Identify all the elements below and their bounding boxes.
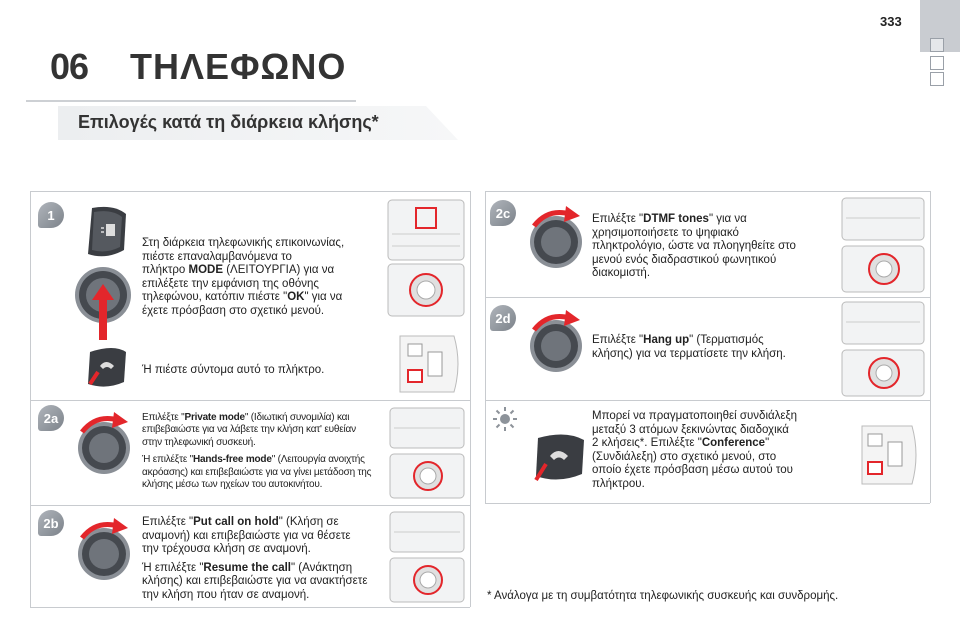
text-line: αναμονή) και επιβεβαιώστε για να θέσετε [142,529,351,542]
divider [30,191,470,192]
text-line: την τρέχουσα κλήση σε αναμονή. [142,543,311,555]
text-fragment: Ή επιλέξτε " [142,561,204,574]
text-line [142,454,382,466]
knob-rotate-icon [526,204,588,270]
text-line [142,264,372,278]
knob-rotate-icon [74,518,136,582]
text-fragment: πλήκτρο [142,264,189,276]
corner-square [930,38,944,52]
step-badge-2a: 2a [38,405,64,431]
divider [485,503,930,504]
text-fragment: 2 κλήσεις*. Επιλέξτε " [592,437,702,449]
divider [485,297,930,298]
text-line: χρησιμοποιήσετε το ψηφιακό [592,226,739,239]
text-fragment: " (Τερματισμός [689,334,764,346]
text-line: μενού ενός διαδραστικού φωνητικού [592,253,777,266]
divider [930,191,931,503]
chapter-title: ΤΗΛΕΦΩΝΟ [130,46,347,87]
mode-button-icon [84,204,130,260]
chapter-rule [26,100,356,102]
sun-tip-icon [492,406,518,432]
step1-text [142,237,372,318]
text-line: (Συνδιάλεξη) στο σχετικό μενού, στο [592,450,777,463]
text-line [592,213,832,227]
divider [470,191,471,607]
key-label: OK [287,291,305,303]
text-line: πλήκτρου. [592,477,645,490]
text-line: πληκτρολόγιο, ώστε να πλοηγηθείτε στο [592,240,796,252]
text-fragment: Επιλέξτε " [592,334,644,346]
text-line: κλήσης) για να τερματίσετε την κλήση. [592,347,786,360]
divider [485,400,930,401]
footnote: * Ανάλογα με τη συμβατότητα τηλεφωνικής συσκευής και συνδρομής. [487,590,839,602]
key-label: Hands-free mode [193,454,272,466]
text-fragment: " για να [304,291,343,303]
divider [30,505,470,506]
console-icon [840,196,926,294]
text-line: επιβεβαιώστε για να λάβετε την κλήση κατ' ευθείαν [142,424,356,436]
step-badge-2d: 2d [490,305,516,331]
text-fragment: " (Ιδιωτική συνομιλία) και [244,412,350,423]
text-fragment: " (Λειτουργία ανοιχτής [271,454,365,466]
key-label: MODE [188,264,224,276]
text-line: μεταξύ 3 ατόμων ξεκινώντας διαδοχικά [592,423,789,436]
text-line [592,334,832,348]
key-label: Put call on hold [193,516,279,528]
divider [485,191,930,192]
text-fragment: Επιλέξτε " [142,412,185,423]
step2c-text [592,213,832,281]
console-icon [388,406,466,500]
text-line: πιέστε επαναλαμβανόμενα το [142,250,292,263]
step1-alt-text: Ή πιέστε σύντομα αυτό το πλήκτρο. [142,364,325,376]
divider [30,607,470,608]
phone-button-icon [530,428,590,486]
text-line [142,412,382,424]
text-line: Μπορεί να πραγματοποιηθεί συνδιάλεξη [592,410,798,422]
steering-switch-icon [856,420,922,490]
text-line: την κλήση που ήταν σε αναμονή. [142,588,310,601]
key-label: Resume the call [203,561,291,574]
text-fragment: " (Κλήση σε [278,516,339,528]
text-line: διακομιστή. [592,267,651,279]
console-icon [386,198,466,318]
knob-rotate-icon [74,412,136,476]
console-icon [388,510,466,604]
chapter-number: 06 [50,46,89,87]
text-line [142,562,382,576]
text-fragment: Ή επιλέξτε " [142,454,194,466]
divider [30,191,31,607]
text-fragment: Επιλέξτε " [142,516,194,528]
knob-push-icon [70,262,136,342]
step2a-text [142,412,382,491]
text-line: κλήσης) και επιβεβαιώστε για να ανακτήσετε [142,575,368,587]
divider [30,400,470,401]
phone-button-icon [84,342,130,392]
key-label: DTMF tones [643,213,709,225]
key-label: Conference [701,437,766,449]
text-fragment: Επιλέξτε " [592,213,644,225]
step2d-text [592,334,832,361]
text-line: στην τηλεφωνική συσκευή. [142,436,256,448]
step-badge-2c: 2c [490,200,516,226]
page-number: 333 [880,14,902,29]
corner-square [930,72,944,86]
corner-square [930,56,944,70]
knob-rotate-icon [526,308,588,374]
section-title: Επιλογές κατά τη διάρκεια κλήσης* [78,112,379,132]
text-fragment: " (Ανάκτηση [291,561,353,574]
text-line: ακρόασης) και επιβεβαιώστε για να γίνει μετάδοση της [142,466,372,478]
text-line: έχετε πρόσβαση στο σχετικό μενού. [142,304,325,317]
text-fragment: (ΛΕΙΤΟΥΡΓΙΑ) για να [223,264,335,276]
text-line [142,291,372,305]
key-label: Hang up [643,334,690,346]
text-line [592,437,832,451]
step2b-text [142,516,382,602]
text-line [142,516,382,530]
text-line: οποίο έχετε πρόσβαση μέσω αυτού του [592,464,793,476]
console-icon [840,300,926,398]
text-line: κλήσης μέσω των ηχείων του αυτοκινήτου. [142,479,323,491]
text-fragment: τηλεφώνου, κατόπιν πιέστε " [142,291,288,303]
divider [485,191,486,503]
steering-switch-icon [394,330,466,398]
step-badge-2b: 2b [38,510,64,536]
step-badge-1: 1 [38,202,64,228]
text-fragment: " [765,437,770,449]
text-line: Στη διάρκεια τηλεφωνικής επικοινωνίας, [142,237,345,249]
tip-text [592,410,832,491]
key-label: Private mode [184,412,245,423]
text-fragment: " για να [708,213,747,225]
text-line: επιλέξετε την εμφάνιση της οθόνης [142,277,319,290]
